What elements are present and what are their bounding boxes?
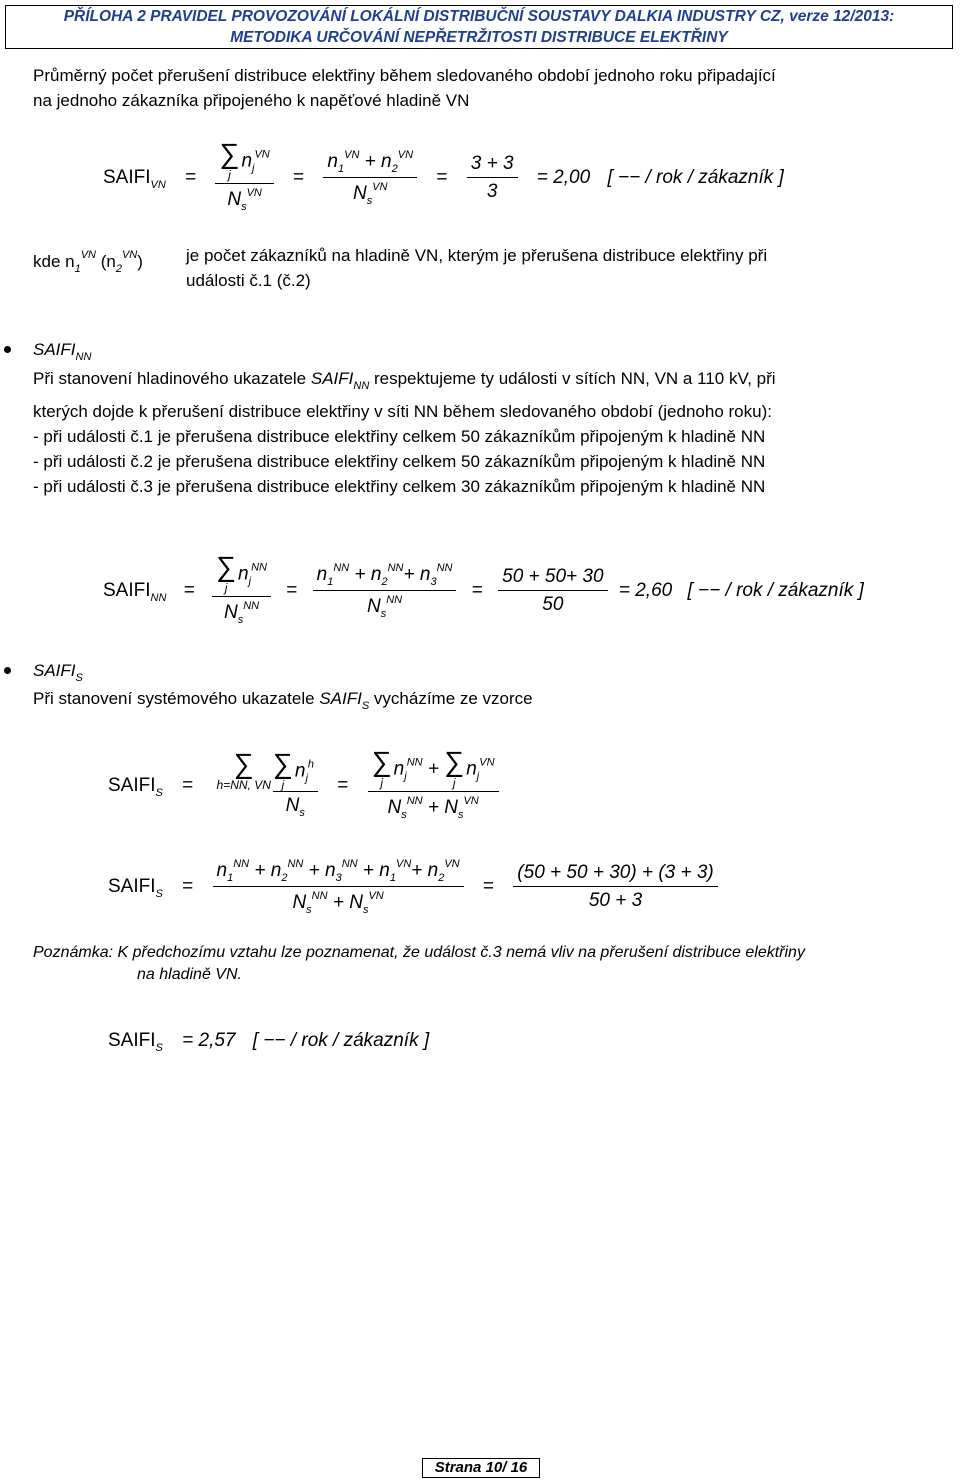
eq-s1-lhs: $SAIFI_S$ (108, 774, 163, 799)
nn-item-3: - při události č.3 je přerušena distribuce elektřiny celkem 30 zákazníkům připojeným k hladině NN (33, 477, 766, 496)
eq-vn-result: = 2,00 (536, 166, 591, 188)
nn-heading: $SAIFI_{NN}$ (33, 340, 92, 363)
s-paragraph: Při stanovení systémového ukazatele $SAIFI_S$ vycházíme ze vzorce (33, 689, 533, 712)
s-heading: $SAIFI_S$ (33, 661, 83, 684)
eq-s1-frac-1: ∑ h=NN, VN ∑ j $n_j^h$ $N_s$ (213, 752, 318, 819)
note-line-1: Poznámka: K předchozímu vztahu lze poznamenat, že událost č.3 nemá vliv na přerušení distribuce elektřiny (33, 944, 805, 961)
eq-s2-lhs: $SAIFI_S$ (108, 876, 163, 901)
eq-vn-unit: [ −− / rok / zákazník ] (607, 166, 784, 188)
eq-final-lhs: $SAIFI_S$ (108, 1030, 163, 1054)
equation-saifi-nn: $SAIFI_{NN}$ = ∑ j $n_j^{NN}$ $N_s^{NN}$ = $\frac{n_1^{NN} + n_2^{NN}+ n_3^{NN}}{N_s^{NN}}$ = $\frac{50 + 50+ 30}{50}$ = 2,60 [ −− / rok / zákazník ] (103, 551, 864, 626)
eq-vn-lhs: $SAIFI_{VN}$ (103, 166, 166, 191)
nn-paragraph (33, 366, 958, 499)
kde-text-line-1: je počet zákazníků na hladině VN, kterým je přerušena distribuce elektřiny při (186, 246, 768, 265)
equation-saifi-s-general: $SAIFI_S$ = ∑ h=NN, VN ∑ j $n_j^h$ $N_s$ = ∑ j $n_j^{NN}$ + ∑ j $n_j^{VN}$ $N_s^{NN} + N_s^{VN}$ (108, 750, 499, 821)
equation-saifi-s-values: $SAIFI_S$ = $\frac{n_1^{NN} + n_2^{NN} + n_3^{NN} + n_1^{VN}+ n_2^{VN}}{N_s^{NN} + N_s^{VN}}$ = $\frac{(50 + 50 + 30) + (3 + 3)}{50 + 3}$ (108, 858, 718, 916)
bullet-icon (4, 346, 11, 353)
eq-nn-frac-2: $\frac{n_1^{NN} + n_2^{NN}+ n_3^{NN}}{N_s^{NN}}$ (313, 562, 457, 620)
bullet-icon (4, 667, 11, 674)
intro-line-1: Průměrný počet přerušení distribuce elektřiny během sledovaného období jednoho roku připadající (33, 66, 776, 85)
kde-label: kde $n_1^{VN}$ $(n_2^{VN})$ (33, 249, 143, 275)
eq-s2-frac-1: $\frac{n_1^{NN} + n_2^{NN} + n_3^{NN} + n_1^{VN}+ n_2^{VN}}{N_s^{NN} + N_s^{VN}}$ (213, 858, 464, 916)
eq-final-unit: [ −− / rok / zákazník ] (252, 1030, 430, 1051)
nn-item-1: - při události č.1 je přerušena distribuce elektřiny celkem 50 zákazníkům připojeným k hladině NN (33, 427, 766, 446)
eq-nn-frac-1: ∑ j $n_j^{NN}$ $N_s^{NN}$ (212, 555, 271, 626)
eq-nn-lhs: $SAIFI_{NN}$ (103, 579, 167, 604)
header-line-1: PŘÍLOHA 2 PRAVIDEL PROVOZOVÁNÍ LOKÁLNÍ DISTRIBUČNÍ SOUSTAVY DALKIA INDUSTRY CZ, verze 12/2013: (63, 8, 895, 25)
intro-paragraph (33, 63, 776, 113)
kde-text-line-2: události č.1 (č.2) (186, 271, 311, 290)
eq-nn-frac-3: $\frac{50 + 50+ 30}{50}$ (498, 566, 607, 616)
note-line-2: na hladině VN. (137, 966, 242, 983)
kde-text (186, 243, 956, 293)
equation-saifi-s-result (108, 1030, 429, 1054)
eq-s1-frac-2: ∑ j $n_j^{NN}$ + ∑ j $n_j^{VN}$ $N_s^{NN} + N_s^{VN}$ (368, 750, 499, 821)
page-number: Strana 10/ 16 (422, 1458, 540, 1478)
eq-final-result: = 2,57 (182, 1030, 236, 1051)
eq-vn-frac-1: ∑ j $n_j^{VN}$ $N_s^{VN}$ (215, 142, 273, 213)
eq-vn-frac-2: $\frac{n_1^{VN} + n_2^{VN}}{N_s^{VN}}$ (323, 149, 417, 207)
intro-line-2: na jednoho zákazníka připojeného k napěťové hladině VN (33, 91, 470, 110)
eq-nn-result: = 2,60 (618, 579, 673, 601)
nn-paragraph-line-1: Při stanovení hladinového ukazatele $SAIFI_{NN}$ respektujeme ty události v sítích NN, VN a 110 kV, při (33, 369, 776, 392)
header-line-2: METODIKA URČOVÁNÍ NEPŘETRŽITOSTI DISTRIBUCE ELEKTŘINY (230, 29, 728, 46)
nn-item-2: - při události č.2 je přerušena distribuce elektřiny celkem 50 zákazníkům připojeným k hladině NN (33, 452, 766, 471)
equation-saifi-vn: $SAIFI_{VN}$ = ∑ j $n_j^{VN}$ $N_s^{VN}$ = $\frac{n_1^{VN} + n_2^{VN}}{N_s^{VN}}$ = $\frac{3 + 3}{3}$ = 2,00 [ −− / rok / zákazník ] (103, 138, 784, 213)
eq-nn-unit: [ −− / rok / zákazník ] (687, 579, 864, 601)
page-header (5, 5, 953, 49)
eq-vn-frac-3: $\frac{3 + 3}{3}$ (467, 153, 518, 203)
nn-paragraph-line-2: kterých dojde k přerušení distribuce elektřiny v síti NN během sledovaného období (jednoho roku): (33, 402, 772, 421)
eq-s2-frac-2: $\frac{(50 + 50 + 30) + (3 + 3)}{50 + 3}$ (513, 862, 717, 912)
